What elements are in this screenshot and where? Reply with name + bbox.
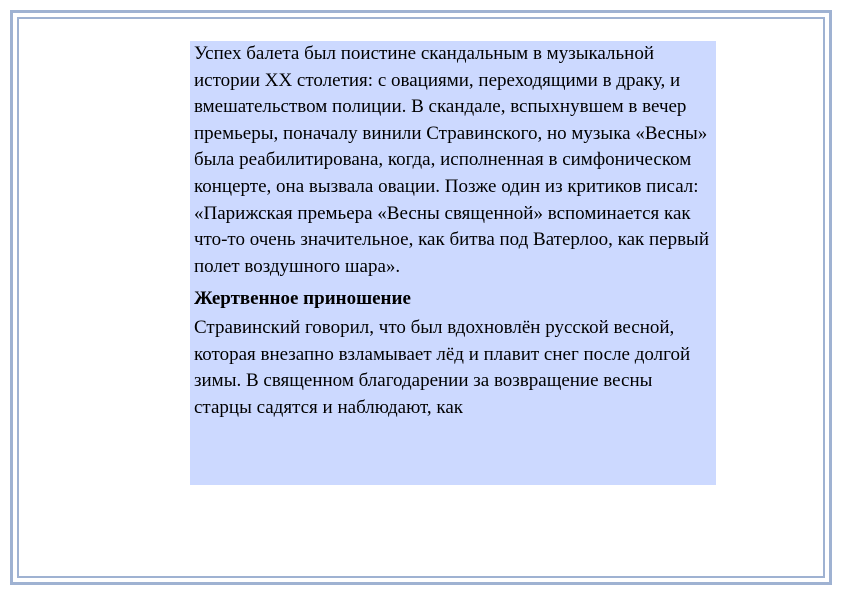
paragraph-premiere-scandal: Успех балета был поистине скандальным в музыкальной истории XX столетия: с овациями, переходящими в драку, и вмешательством полиции. В скандале, вспыхнувшем в вечер премьеры, поначалу винили Стравинского, но музыка «Весны» была реабилитирована, когда, исполненная в симфоническом концерте, она вызвала овации. Позже один из критиков писал: «Парижская премьера «Весны священной» вспоминается как что-то очень значительное, как битва под Ватерлоо, как первый полет воздушного шара».	[194, 43, 709, 277]
text-box	[190, 41, 716, 485]
section-heading: Жертвенное приношение	[194, 288, 411, 310]
paragraph-sacrificial-offering: Стравинский говорил, что был вдохновлён русской весной, которая внезапно взламывает лёд и плавит снег после долгой зимы. В священном благодарении за возвращение весны старцы садятся и наблюдают, как	[194, 316, 691, 418]
